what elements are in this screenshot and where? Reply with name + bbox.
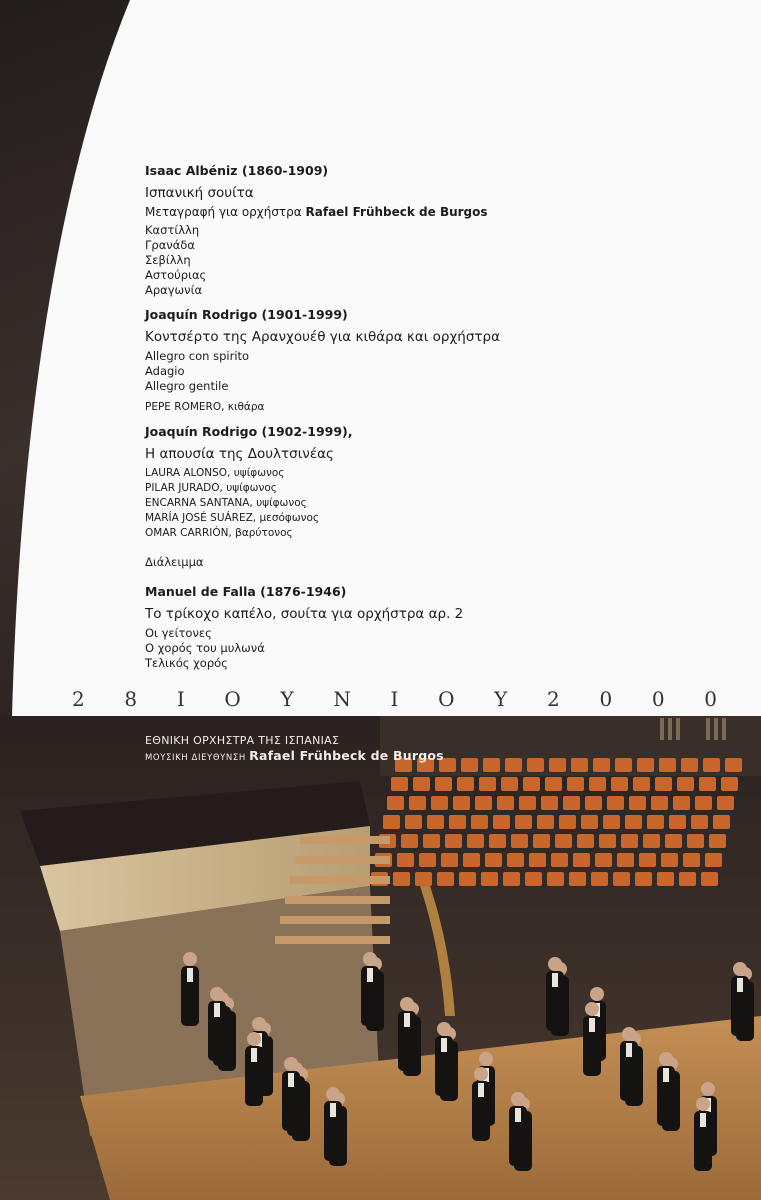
choir-seat [449,815,466,829]
choir-seat [393,872,410,886]
choir-seat [613,872,630,886]
choir-seat [457,777,474,791]
choir-seat [589,777,606,791]
choir-seat [537,815,554,829]
choir-seat [555,834,572,848]
choir-seat [637,758,654,772]
choir-seat [571,758,588,772]
choir-seat [569,872,586,886]
choir-seat [419,853,436,867]
choir-seat [695,796,712,810]
choir-seat [483,758,500,772]
movement: Γρανάδα [145,238,195,252]
choir-seat [507,853,524,867]
arrangement-prefix: Μεταγραφή για ορχήστρα [145,205,302,219]
date-letter: Υ [494,687,508,711]
movement: Allegro gentile [145,379,229,393]
choir-seat [687,834,704,848]
choir-seat [551,853,568,867]
performer: MARÍA JOSÉ SUÁREZ, μεσόφωνος [145,512,320,524]
composer-heading: Manuel de Falla (1876-1946) [145,584,347,599]
program-rodrigo-ausencias [145,424,745,541]
choir-seat [441,853,458,867]
choir-seat [665,834,682,848]
date-letter: Ι [176,687,185,711]
choir-seat [669,815,686,829]
choir-seat [691,815,708,829]
choir-seat [523,777,540,791]
choir-seat [445,834,462,848]
choir-seat [629,796,646,810]
program-falla [145,584,745,671]
date-letter: 2 [547,687,560,711]
choir-seat [413,777,430,791]
choir-seat [633,777,650,791]
concert-hall-illustration [0,716,761,1200]
performer: PEPE ROMERO, κιθάρα [145,401,265,413]
arrangement-note [145,205,745,220]
movement: Ο χορός του μυλωνά [145,641,265,655]
choir-seat [453,796,470,810]
choir-seat [577,834,594,848]
choir-seat [681,758,698,772]
choir-seat [547,872,564,886]
choir-seat [501,777,518,791]
choir-seat [683,853,700,867]
choir-seat [721,777,738,791]
choir-seat [617,853,634,867]
date-letter: Ο [224,687,241,711]
choir-seat [673,796,690,810]
choir-seat [459,872,476,886]
choir-seat [475,796,492,810]
choir-seat [567,777,584,791]
movement: Adagio [145,364,185,378]
concert-date [0,683,761,715]
date-letter: 8 [124,687,138,711]
choir-seat [515,815,532,829]
choir-seat [659,758,676,772]
choir-seat [677,777,694,791]
arranger-name: Rafael Frühbeck de Burgos [305,205,488,219]
work-title: Η απουσία της Δουλτσινέας [145,446,334,462]
movement: Αστούριας [145,268,207,282]
choir-seat [415,872,432,886]
movement: Allegro con spirito [145,349,250,363]
work-title: Ισπανική σουίτα [145,185,254,201]
composer-heading: Joaquín Rodrigo (1901-1999) [145,307,348,322]
direction-line [145,748,444,766]
choir-seat [647,815,664,829]
date-letter: Ι [390,687,399,711]
choir-seat [705,853,722,867]
choir-seat [503,872,520,886]
program-list [145,163,745,671]
choir-seat [431,796,448,810]
choir-seat [545,777,562,791]
program-rodrigo-concierto [145,307,745,415]
choir-seat [497,796,514,810]
choir-seat [657,872,674,886]
photo-caption [145,734,444,766]
choir-seat [437,872,454,886]
choir-seat [607,796,624,810]
choir-seat [427,815,444,829]
choir-seat [713,815,730,829]
choir-seat [409,796,426,810]
choir-seat [679,872,696,886]
choir-seat [383,815,400,829]
movement: Αραγωνία [145,283,203,297]
choir-seat [511,834,528,848]
choir-seat [639,853,656,867]
choir-seat [435,777,452,791]
intermission-label: Διάλειμμα [145,555,204,569]
date-letter: Ν [333,687,351,711]
choir-seat [595,853,612,867]
choir-seat [701,872,718,886]
choir-seat [661,853,678,867]
choir-seat [479,777,496,791]
choir-seat [529,853,546,867]
choir-seat [533,834,550,848]
program-albeniz [145,163,745,298]
choir-seat [725,758,742,772]
choir-seat [643,834,660,848]
choir-seat [563,796,580,810]
choir-seat [485,853,502,867]
choir-seat [481,872,498,886]
choir-seat [603,815,620,829]
choir-seat [621,834,638,848]
choir-seat [461,758,478,772]
choir-seat [655,777,672,791]
choir-seat [505,758,522,772]
choir-seat [405,815,422,829]
performer: LAURA ALONSO, υψίφωνος [145,467,285,479]
choir-seat [463,853,480,867]
direction-prefix: ΜΟΥΣΙΚΗ ΔΙΕΥΘΥΝΣΗ [145,753,246,763]
choir-seat [559,815,576,829]
choir-seat [423,834,440,848]
movement: Οι γείτονες [145,626,212,640]
choir-seat [541,796,558,810]
performer: ENCARNA SANTANA, υψίφωνος [145,497,307,509]
choir-seat [391,777,408,791]
choir-seat [709,834,726,848]
choir-seat [593,758,610,772]
date-letter: Υ [280,687,294,711]
choir-seat [527,758,544,772]
performer: PILAR JURADO, υψίφωνος [145,482,277,494]
choir-seat [467,834,484,848]
choir-seat [585,796,602,810]
choir-seat [703,758,720,772]
choir-seat [471,815,488,829]
movement: Καστίλλη [145,223,200,237]
choir-seat [549,758,566,772]
choir-seat [493,815,510,829]
composer-heading: Isaac Albéniz (1860-1909) [145,163,329,178]
choir-seat [635,872,652,886]
conductor-name: Rafael Frühbeck de Burgos [249,748,444,763]
choir-seat [611,777,628,791]
date-letter: 2 [72,687,85,711]
composer-heading: Joaquín Rodrigo (1902-1999), [145,424,353,439]
choir-seat [401,834,418,848]
choir-seat [397,853,414,867]
date-letter: 0 [651,687,665,711]
choir-seat [573,853,590,867]
choir-seat [699,777,716,791]
orchestra-photo [0,716,761,1200]
choir-seat [387,796,404,810]
date-letter: 0 [599,687,613,711]
work-title: Το τρίκοχο καπέλο, σουίτα για ορχήστρα αρ. 2 [145,606,464,622]
choir-seat [651,796,668,810]
choir-seat [519,796,536,810]
choir-seat [615,758,632,772]
choir-seat [525,872,542,886]
date-letter: 0 [704,687,717,711]
date-letter: Ο [438,687,455,711]
choir-seat [489,834,506,848]
choir-seat [625,815,642,829]
movement: Τελικός χορός [145,656,228,670]
choir-seat [591,872,608,886]
choir-seat [599,834,616,848]
performer: OMAR CARRIÓN, βαρύτονος [145,527,293,539]
movement: Σεβίλλη [145,253,191,267]
choir-seat [717,796,734,810]
choir-seat [581,815,598,829]
work-title: Κοντσέρτο της Αρανχουέθ για κιθάρα και ορχήστρα [145,329,500,345]
orchestra-name: ΕΘΝΙΚΗ ΟΡΧΗΣΤΡΑ ΤΗΣ ΙΣΠΑΝΙΑΣ [145,734,340,747]
